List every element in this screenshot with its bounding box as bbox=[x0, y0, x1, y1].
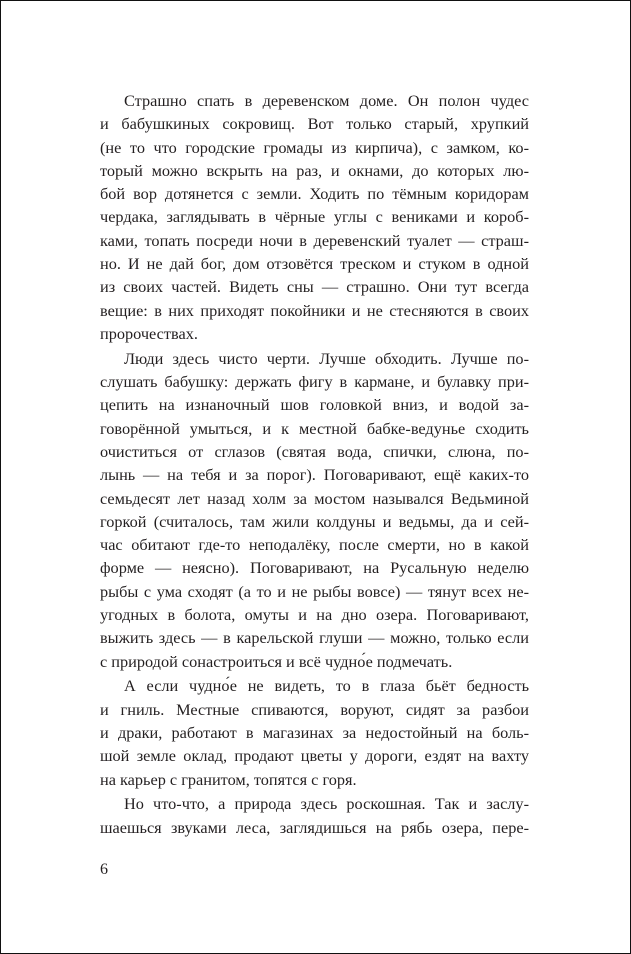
text-line: говорённой умыться, и к местной бабке-ведунье сходить bbox=[100, 418, 529, 438]
text-line: чердака, заглядывать в чёрные углы с вениками и короб- bbox=[100, 207, 529, 227]
body-text bbox=[100, 89, 529, 841]
text-line: Но что-что, а природа здесь роскошная. Так и заслу- bbox=[124, 794, 529, 814]
text-line: Люди здесь чисто черти. Лучше обходить. Лучше по- bbox=[124, 348, 529, 368]
text-line: ками, топать посреди ночи в деревенский туалет — страш- bbox=[100, 230, 529, 250]
page-number: 6 bbox=[100, 861, 108, 878]
text-line: из своих частей. Видеть сны — страшно. Они тут всегда bbox=[100, 277, 529, 297]
text-line: Страшно спать в деревенском доме. Он полон чудес bbox=[124, 91, 529, 110]
text-line: рыбы с ума сходят (а то и не рыбы вовсе) — тянут всех не- bbox=[100, 581, 529, 601]
text-line: и драки, работают в магазинах за недостойный на боль- bbox=[100, 723, 529, 743]
paragraph bbox=[100, 347, 529, 673]
text-line: горкой (считалось, там жили колдуны и ведьмы, да и сей- bbox=[100, 511, 529, 531]
paragraph bbox=[100, 792, 529, 839]
text-line: А если чудно́е не видеть, то в глаза бьёт бедность bbox=[124, 676, 529, 696]
text-line: шаешься звуками леса, заглядишься на рябь озера, пере- bbox=[100, 817, 529, 837]
paragraph bbox=[100, 89, 529, 345]
text-line: выжить здесь — в карельской глуши — можно, только если bbox=[100, 628, 529, 648]
text-line: час обитают где-то неподалёку, после смерти, но в какой bbox=[100, 535, 529, 555]
text-line: бой вор дотянется с земли. Ходить по тёмным коридорам bbox=[100, 184, 529, 204]
text-line: шой земле оклад, продают цветы у дороги, ездят на вахту bbox=[100, 746, 529, 766]
text-line: торый можно вскрыть на раз, и окнами, до которых лю- bbox=[100, 160, 529, 180]
text-line: лынь — на тебя и за порог). Поговаривают, ещё каких-то bbox=[100, 465, 529, 485]
text-line: и бабушкиных сокровищ. Вот только старый, хрупкий bbox=[100, 114, 529, 134]
text-line: на карьер с гранитом, топятся с горя. bbox=[100, 769, 357, 789]
text-line: форме — неясно). Поговаривают, на Русальную неделю bbox=[100, 558, 529, 578]
text-line: очиститься от сглазов (святая вода, спички, слюна, по- bbox=[100, 441, 529, 461]
text-line: пророчествах. bbox=[100, 323, 198, 343]
text-line: (не то что городские громады из кирпича), с замком, ко- bbox=[100, 137, 529, 157]
paragraph bbox=[100, 674, 529, 790]
text-line: вещие: в них приходят покойники и не стесняются в своих bbox=[100, 300, 529, 320]
text-line: но. И не дай бог, дом отзовётся треском и стуком в одной bbox=[100, 254, 529, 274]
text-line: с природой сонастроиться и всё чудно́е подмечать. bbox=[100, 651, 453, 671]
text-line: семьдесят лет назад холм за мостом назывался Ведьминой bbox=[100, 488, 529, 508]
text-line: цепить на изнаночный шов головкой вниз, и водой за- bbox=[100, 395, 529, 415]
text-line: слушать бабушку: держать фигу в кармане, и булавку при- bbox=[100, 372, 529, 392]
text-line: угодных в болота, омуты и на дно озера. Поговаривают, bbox=[100, 605, 529, 625]
text-line: и гниль. Местные спиваются, воруют, сидят за разбои bbox=[100, 699, 529, 719]
